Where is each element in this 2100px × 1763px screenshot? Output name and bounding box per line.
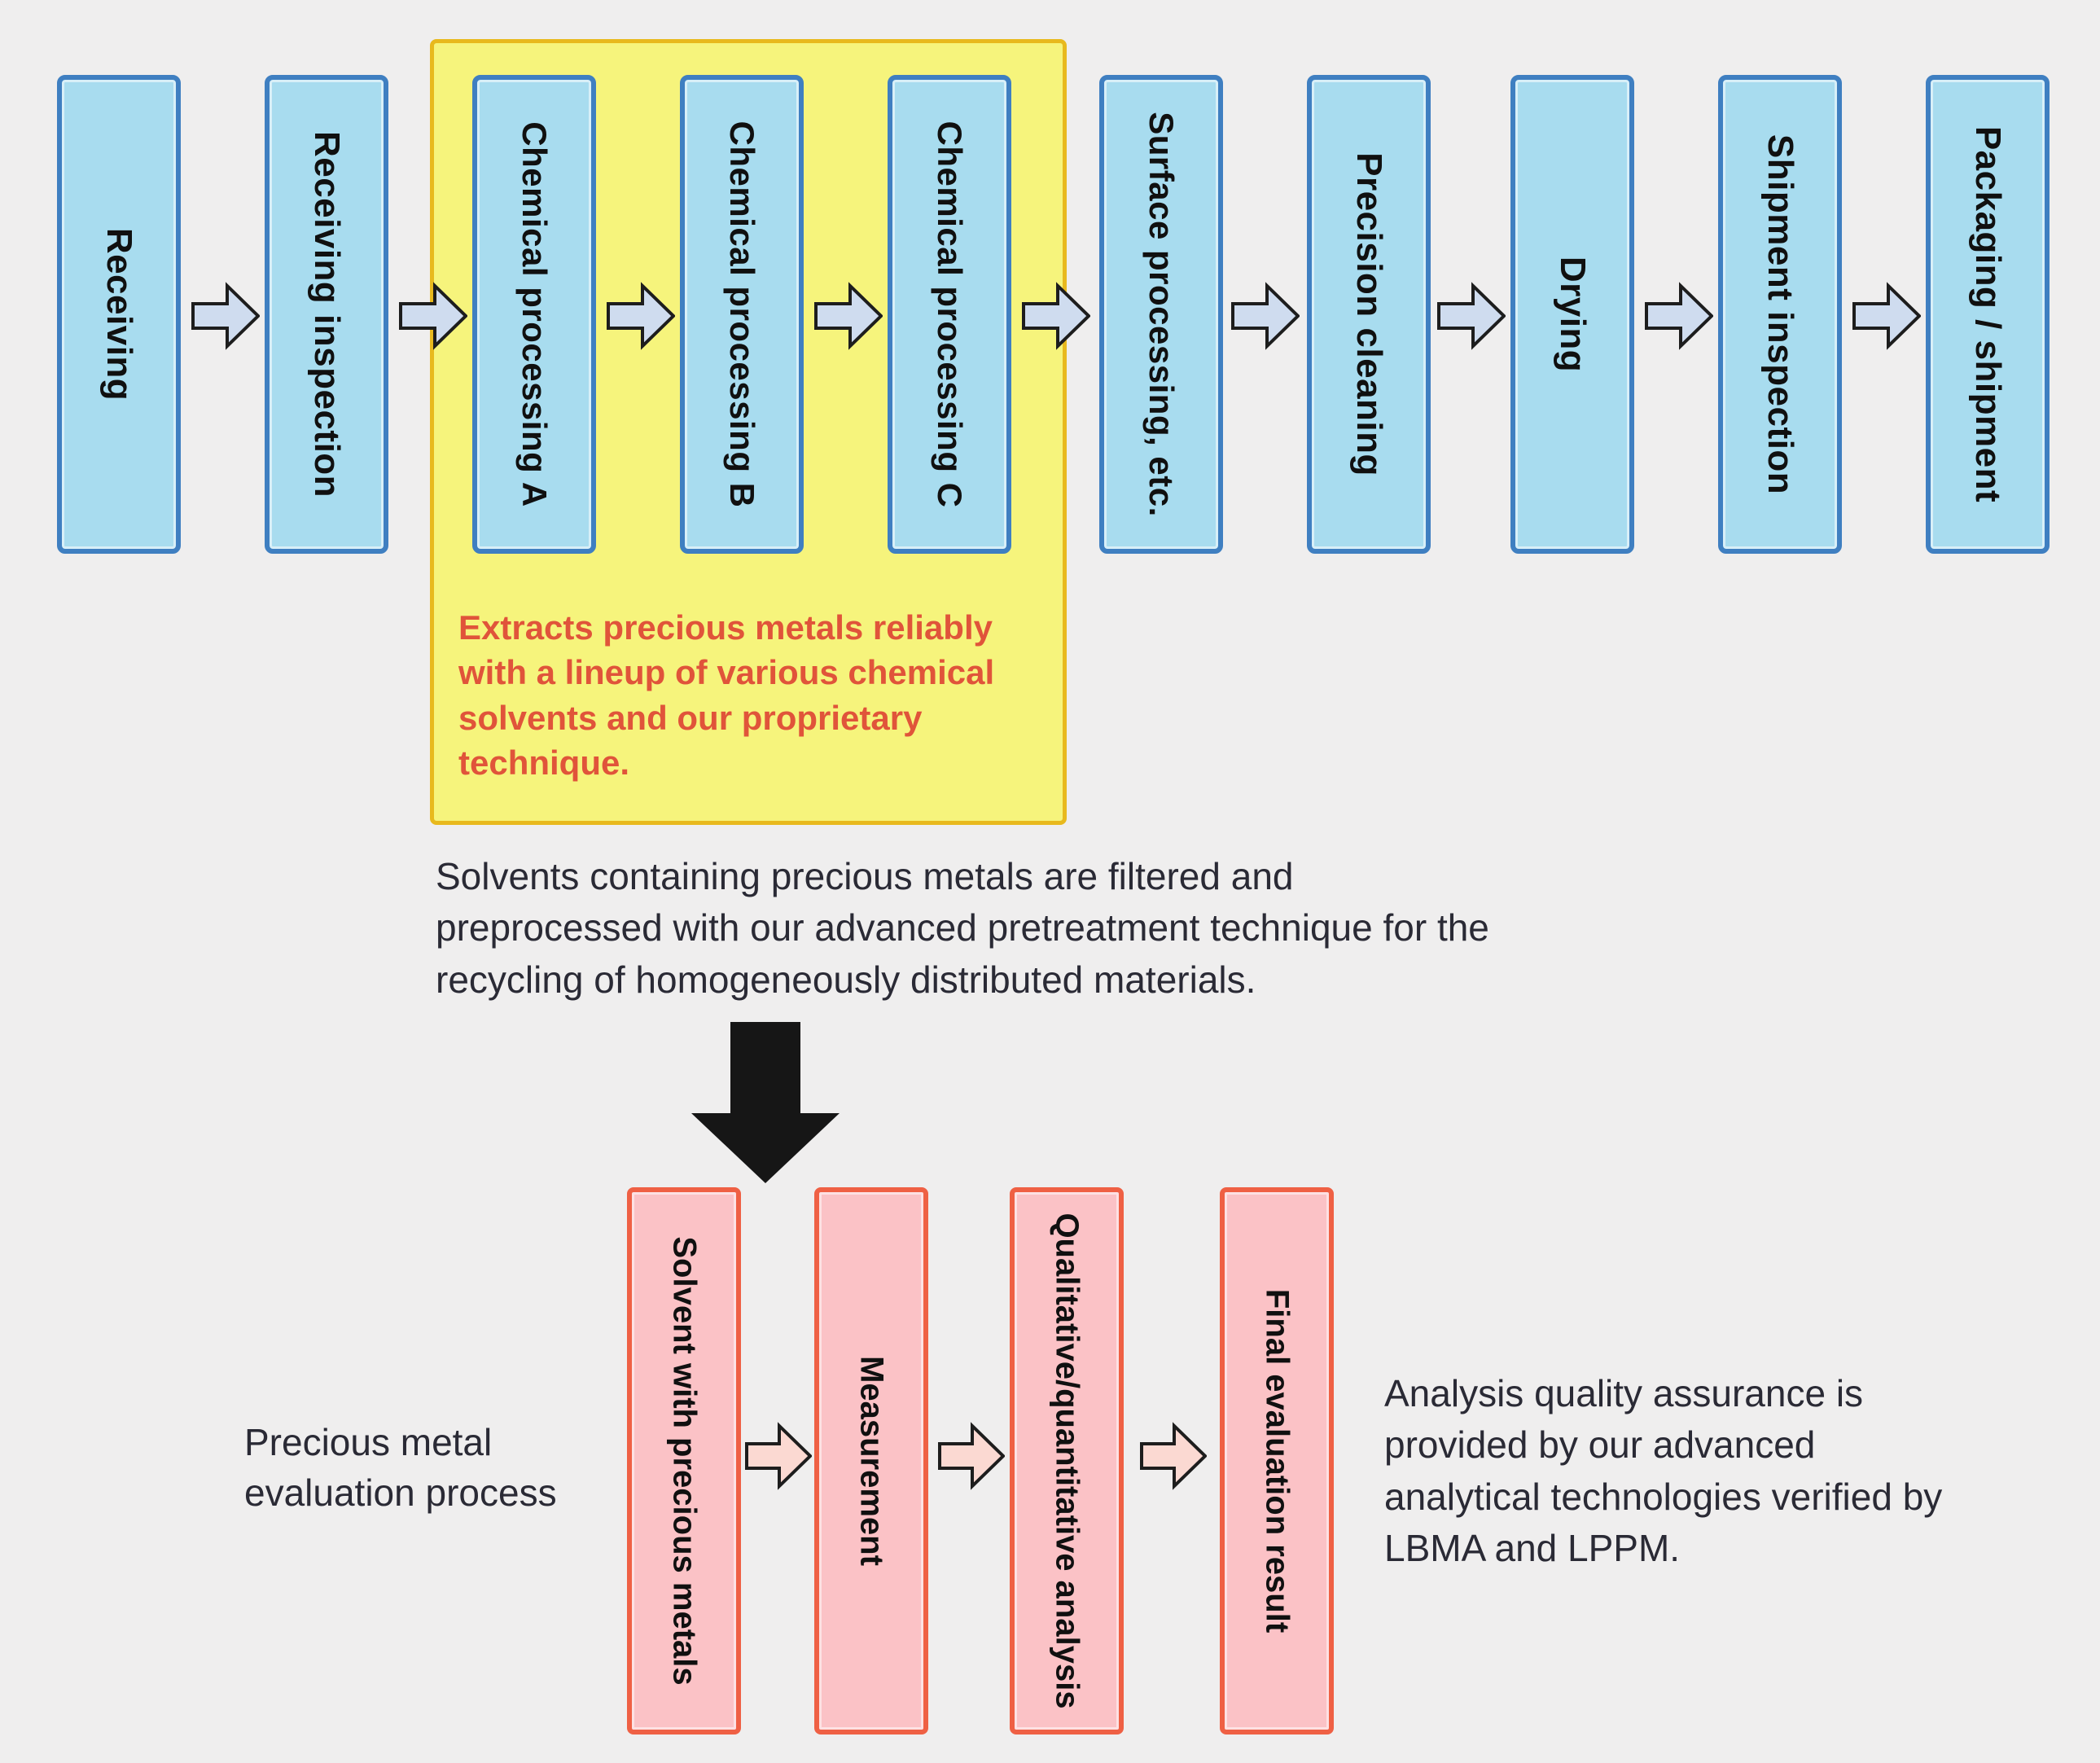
eval-step-measurement (814, 1187, 928, 1734)
eval-step-label: Final evaluation result (1259, 1288, 1296, 1634)
top-process-flow (0, 0, 2100, 783)
process-step-label: Drying (1553, 256, 1593, 373)
process-step-drying (1510, 75, 1634, 554)
process-step-packaging-shipment (1926, 75, 2050, 554)
chemical-processing-note: Extracts precious metals reliably with a lineup of various chemical solvents and our proprietary technique. (458, 608, 995, 783)
process-step-label: Receiving (99, 227, 139, 401)
process-step-shipment-inspection (1718, 75, 1842, 554)
process-step-receiving-inspection (265, 75, 388, 554)
process-step-label: Chemical processing B (723, 121, 761, 508)
process-step-label: Surface processing, etc. (1142, 112, 1181, 517)
arrow-right-icon (745, 1421, 812, 1491)
process-step-chemical-processing-b (680, 75, 804, 554)
eval-step-label: Qualitative/quantitative analysis (1049, 1213, 1085, 1709)
process-step-label: Shipment inspection (1760, 134, 1800, 495)
eval-step-qualitative-quantitative-analysis (1010, 1187, 1124, 1734)
process-step-label: Precision cleaning (1349, 152, 1389, 476)
arrow-right-icon (1231, 281, 1300, 351)
arrow-right-icon (1140, 1421, 1207, 1491)
process-step-chemical-processing-c (888, 75, 1011, 554)
arrow-right-icon (399, 281, 467, 351)
analysis-quality-note: Analysis quality assurance is provided by our advanced analytical technologies verified by LBMA and LPPM. (1384, 1372, 1943, 1570)
arrow-right-icon (1022, 281, 1090, 351)
arrow-right-icon (1852, 281, 1921, 351)
process-step-label: Chemical processing C (931, 121, 969, 508)
process-step-label: Chemical processing A (515, 121, 554, 507)
process-step-chemical-processing-a (472, 75, 596, 554)
eval-step-label: Solvent with precious metals (666, 1236, 703, 1686)
eval-step-solvent-with-precious-metals (627, 1187, 741, 1734)
process-step-precision-cleaning (1307, 75, 1431, 554)
eval-step-final-evaluation-result (1220, 1187, 1334, 1734)
arrow-right-icon (814, 281, 883, 351)
arrow-right-icon (1437, 281, 1506, 351)
arrow-right-icon (607, 281, 675, 351)
arrow-right-icon (938, 1421, 1005, 1491)
process-step-surface-processing (1099, 75, 1223, 554)
process-step-label: Receiving inspection (307, 130, 347, 498)
eval-step-label: Measurement (853, 1356, 890, 1566)
arrow-right-icon (1645, 281, 1713, 351)
process-step-receiving (57, 75, 181, 554)
arrow-down-icon (688, 1022, 843, 1185)
process-step-label: Packaging / shipment (1968, 125, 2008, 503)
pretreatment-note: Solvents containing precious metals are filtered and preprocessed with our advanced pretreatment technique for the recycling of homogeneously distributed materials. (436, 855, 1489, 1001)
evaluation-process-caption: Precious metal evaluation process (244, 1421, 557, 1515)
arrow-right-icon (191, 281, 260, 351)
